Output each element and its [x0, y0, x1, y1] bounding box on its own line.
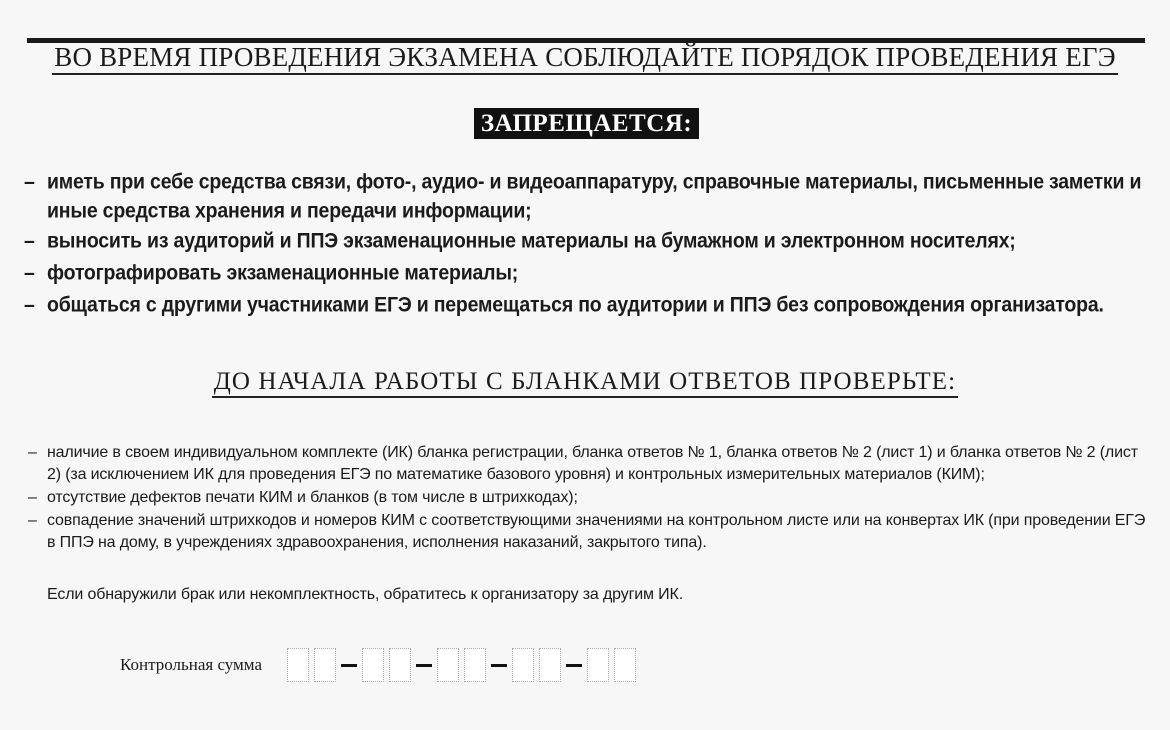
rule-item: – общаться с другими участниками ЕГЭ и перемещаться по аудитории и ППЭ без сопровождения организатора.	[24, 291, 1164, 320]
checksum-digit-box[interactable]	[389, 648, 411, 682]
check-item: – совпадение значений штрихкодов и номеров КИМ с соответствующими значениями на контрольном листе или на конвертах ИК (при проведении ЕГЭ в ППЭ на дому, в учреждениях здравоохранения, исполнения наказаний, закрытого типа).	[28, 510, 1153, 554]
forbidden-heading: ЗАПРЕЩАЕТСЯ:	[474, 108, 699, 139]
checksum-cells	[287, 648, 641, 682]
checksum-digit-box[interactable]	[314, 648, 336, 682]
checksum-digit-box[interactable]	[539, 648, 561, 682]
checksum-label: Контрольная сумма	[120, 655, 262, 674]
checksum-separator	[416, 664, 432, 667]
forbidden-rules-list	[24, 168, 1164, 323]
checksum-separator	[341, 664, 357, 667]
checksum-digit-box[interactable]	[512, 648, 534, 682]
checksum-digit-box[interactable]	[437, 648, 459, 682]
check-list	[28, 442, 1153, 555]
page-title-text: ВО ВРЕМЯ ПРОВЕДЕНИЯ ЭКЗАМЕНА СОБЛЮДАЙТЕ ПОРЯДОК ПРОВЕДЕНИЯ ЕГЭ	[52, 42, 1118, 75]
checksum-separator	[566, 664, 582, 667]
defect-note: Если обнаружили брак или некомплектность, обратитесь к организатору за другим ИК.	[47, 586, 683, 603]
check-section-title	[0, 368, 1170, 396]
rule-item: – фотографировать экзаменационные материалы;	[24, 259, 1164, 288]
check-item: – отсутствие дефектов печати КИМ и бланков (в том числе в штрихкодах);	[28, 487, 1153, 509]
rule-item: – иметь при себе средства связи, фото-, аудио- и видеоаппаратуру, справочные материалы, письменные заметки и иные средства хранения и передачи информации;	[24, 168, 1164, 226]
check-section-title-text: ДО НАЧАЛА РАБОТЫ С БЛАНКАМИ ОТВЕТОВ ПРОВЕРЬТЕ:	[212, 368, 958, 398]
checksum-separator	[491, 664, 507, 667]
checksum-digit-box[interactable]	[614, 648, 636, 682]
page-title	[0, 42, 1170, 73]
checksum-digit-box[interactable]	[464, 648, 486, 682]
rule-item: – выносить из аудиторий и ППЭ экзаменационные материалы на бумажном и электронном носителях;	[24, 227, 1164, 256]
checksum-field	[120, 646, 641, 684]
check-item: – наличие в своем индивидуальном комплекте (ИК) бланка регистрации, бланка ответов № 1, бланка ответов № 2 (лист 1) и бланка ответов № 2 (лист 2) (за исключением ИК для проведения ЕГЭ по математике базового уровня) и контрольных измерительных материалов (КИМ);	[28, 442, 1153, 486]
checksum-digit-box[interactable]	[587, 648, 609, 682]
checksum-digit-box[interactable]	[287, 648, 309, 682]
checksum-digit-box[interactable]	[362, 648, 384, 682]
